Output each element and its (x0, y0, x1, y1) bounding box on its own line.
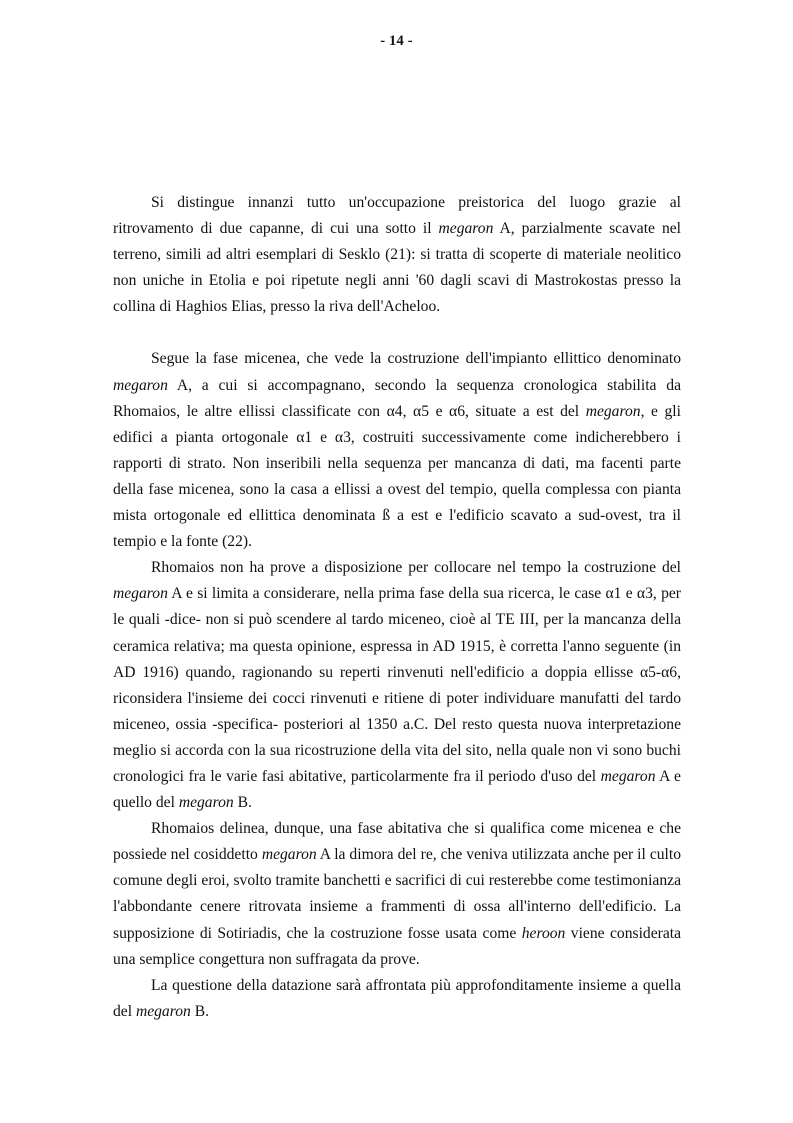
italic-term: megaron (438, 220, 494, 238)
italic-term: megaron (585, 402, 641, 420)
text-segment: A la dimora del re, che veniva utilizzata anche per il culto comune degli eroi, svolto tramite banchetti e sacrifici di cui resterebbe come testimonianza l'abbondante cenere ritrovata insieme a frammenti di ossa all'interno dell'edificio. La supposizione di Sotiriadis, che la costruzione fosse usata come (113, 846, 681, 942)
text-segment: B. (233, 794, 252, 812)
text-segment: Rhomaios non ha prove a disposizione per collocare nel tempo la costruzione del (151, 559, 681, 577)
italic-term: megaron (135, 1002, 191, 1020)
text-segment: Si distingue innanzi tutto un'occupazione preistorica del luogo grazie al ritrovamento di due capanne, di cui una sotto il (113, 194, 681, 238)
paragraph-2 (113, 346, 681, 555)
italic-term: heroon (521, 924, 566, 942)
italic-term: megaron (113, 585, 168, 603)
text-segment: A, parzialmente scavate nel terreno, simili ad altri esemplari di Sesklo (21): si tratta di scoperte di materiale neolitico non uniche in Etolia e poi ripetute negli anni '60 dagli scavi di Mastrokostas presso la collina di Haghios Elias, presso la riva dell'Acheloo. (113, 220, 681, 316)
text-segment: Rhomaios delinea, dunque, una fase abitativa che si qualifica come micenea e che possiede nel cosiddetto (113, 820, 681, 864)
text-segment: A e si limita a considerare, nella prima fase della sua ricerca, le case α1 e α3, per le quali -dice- non si può scendere al tardo miceneo, cioè al TE III, per la mancanza della ceramica relativa; ma questa opinione, espressa in AD 1915, è corretta l'anno seguente (in AD 1916) quando, ragionando su reperti rinvenuti nell'edificio a doppia ellisse α5-α6, riconsidera l'insieme dei cocci rinvenuti e ritiene di poter individuare manufatti del tardo miceneo, ossia -specifica- posteriori al 1350 a.C. Del resto questa nuova interpretazione meglio si accorda con la sua ricostruzione della vita del sito, nella quale non vi sono buchi cronologici fra le varie fasi abitative, particolarmente fra il periodo d'uso del (113, 585, 681, 785)
text-segment: B. (190, 1002, 210, 1020)
italic-term: megaron (261, 846, 317, 864)
italic-term: megaron (600, 767, 656, 785)
document-body (113, 190, 681, 1025)
text-segment: La questione della datazione sarà affrontata più approfonditamente insieme a quella del (113, 976, 681, 1020)
page-number: - 14 - (380, 33, 413, 49)
italic-term: megaron (113, 376, 168, 394)
paragraph-5 (113, 973, 681, 1025)
text-segment: Segue la fase micenea, che vede la costruzione dell'impianto ellittico denominato (151, 350, 681, 368)
italic-term: megaron (178, 794, 234, 812)
paragraph-4 (113, 816, 681, 973)
text-segment: A, a cui si accompagnano, secondo la sequenza cronologica stabilita da Rhomaios, le altre ellissi classificate con α4, α5 e α6, situate a est del (113, 376, 681, 420)
text-segment: viene considerata una semplice congettura non suffragata da prove. (113, 924, 681, 968)
text-segment: , e gli edifici a pianta ortogonale α1 e α3, costruiti successivamente come indicherebbero i rapporti di strato. Non inseribili nella sequenza per mancanza di dati, ma facenti parte della fase micenea, sono la casa a ellissi a ovest del tempio, quella complessa con pianta mista ortogonale ed ellittica denominata ß a est e l'edificio scavato a sud-ovest, tra il tempio e la fonte (22). (113, 402, 681, 551)
text-segment: A e quello del (113, 767, 681, 812)
paragraph-1 (113, 190, 681, 320)
paragraph-3 (113, 555, 681, 816)
